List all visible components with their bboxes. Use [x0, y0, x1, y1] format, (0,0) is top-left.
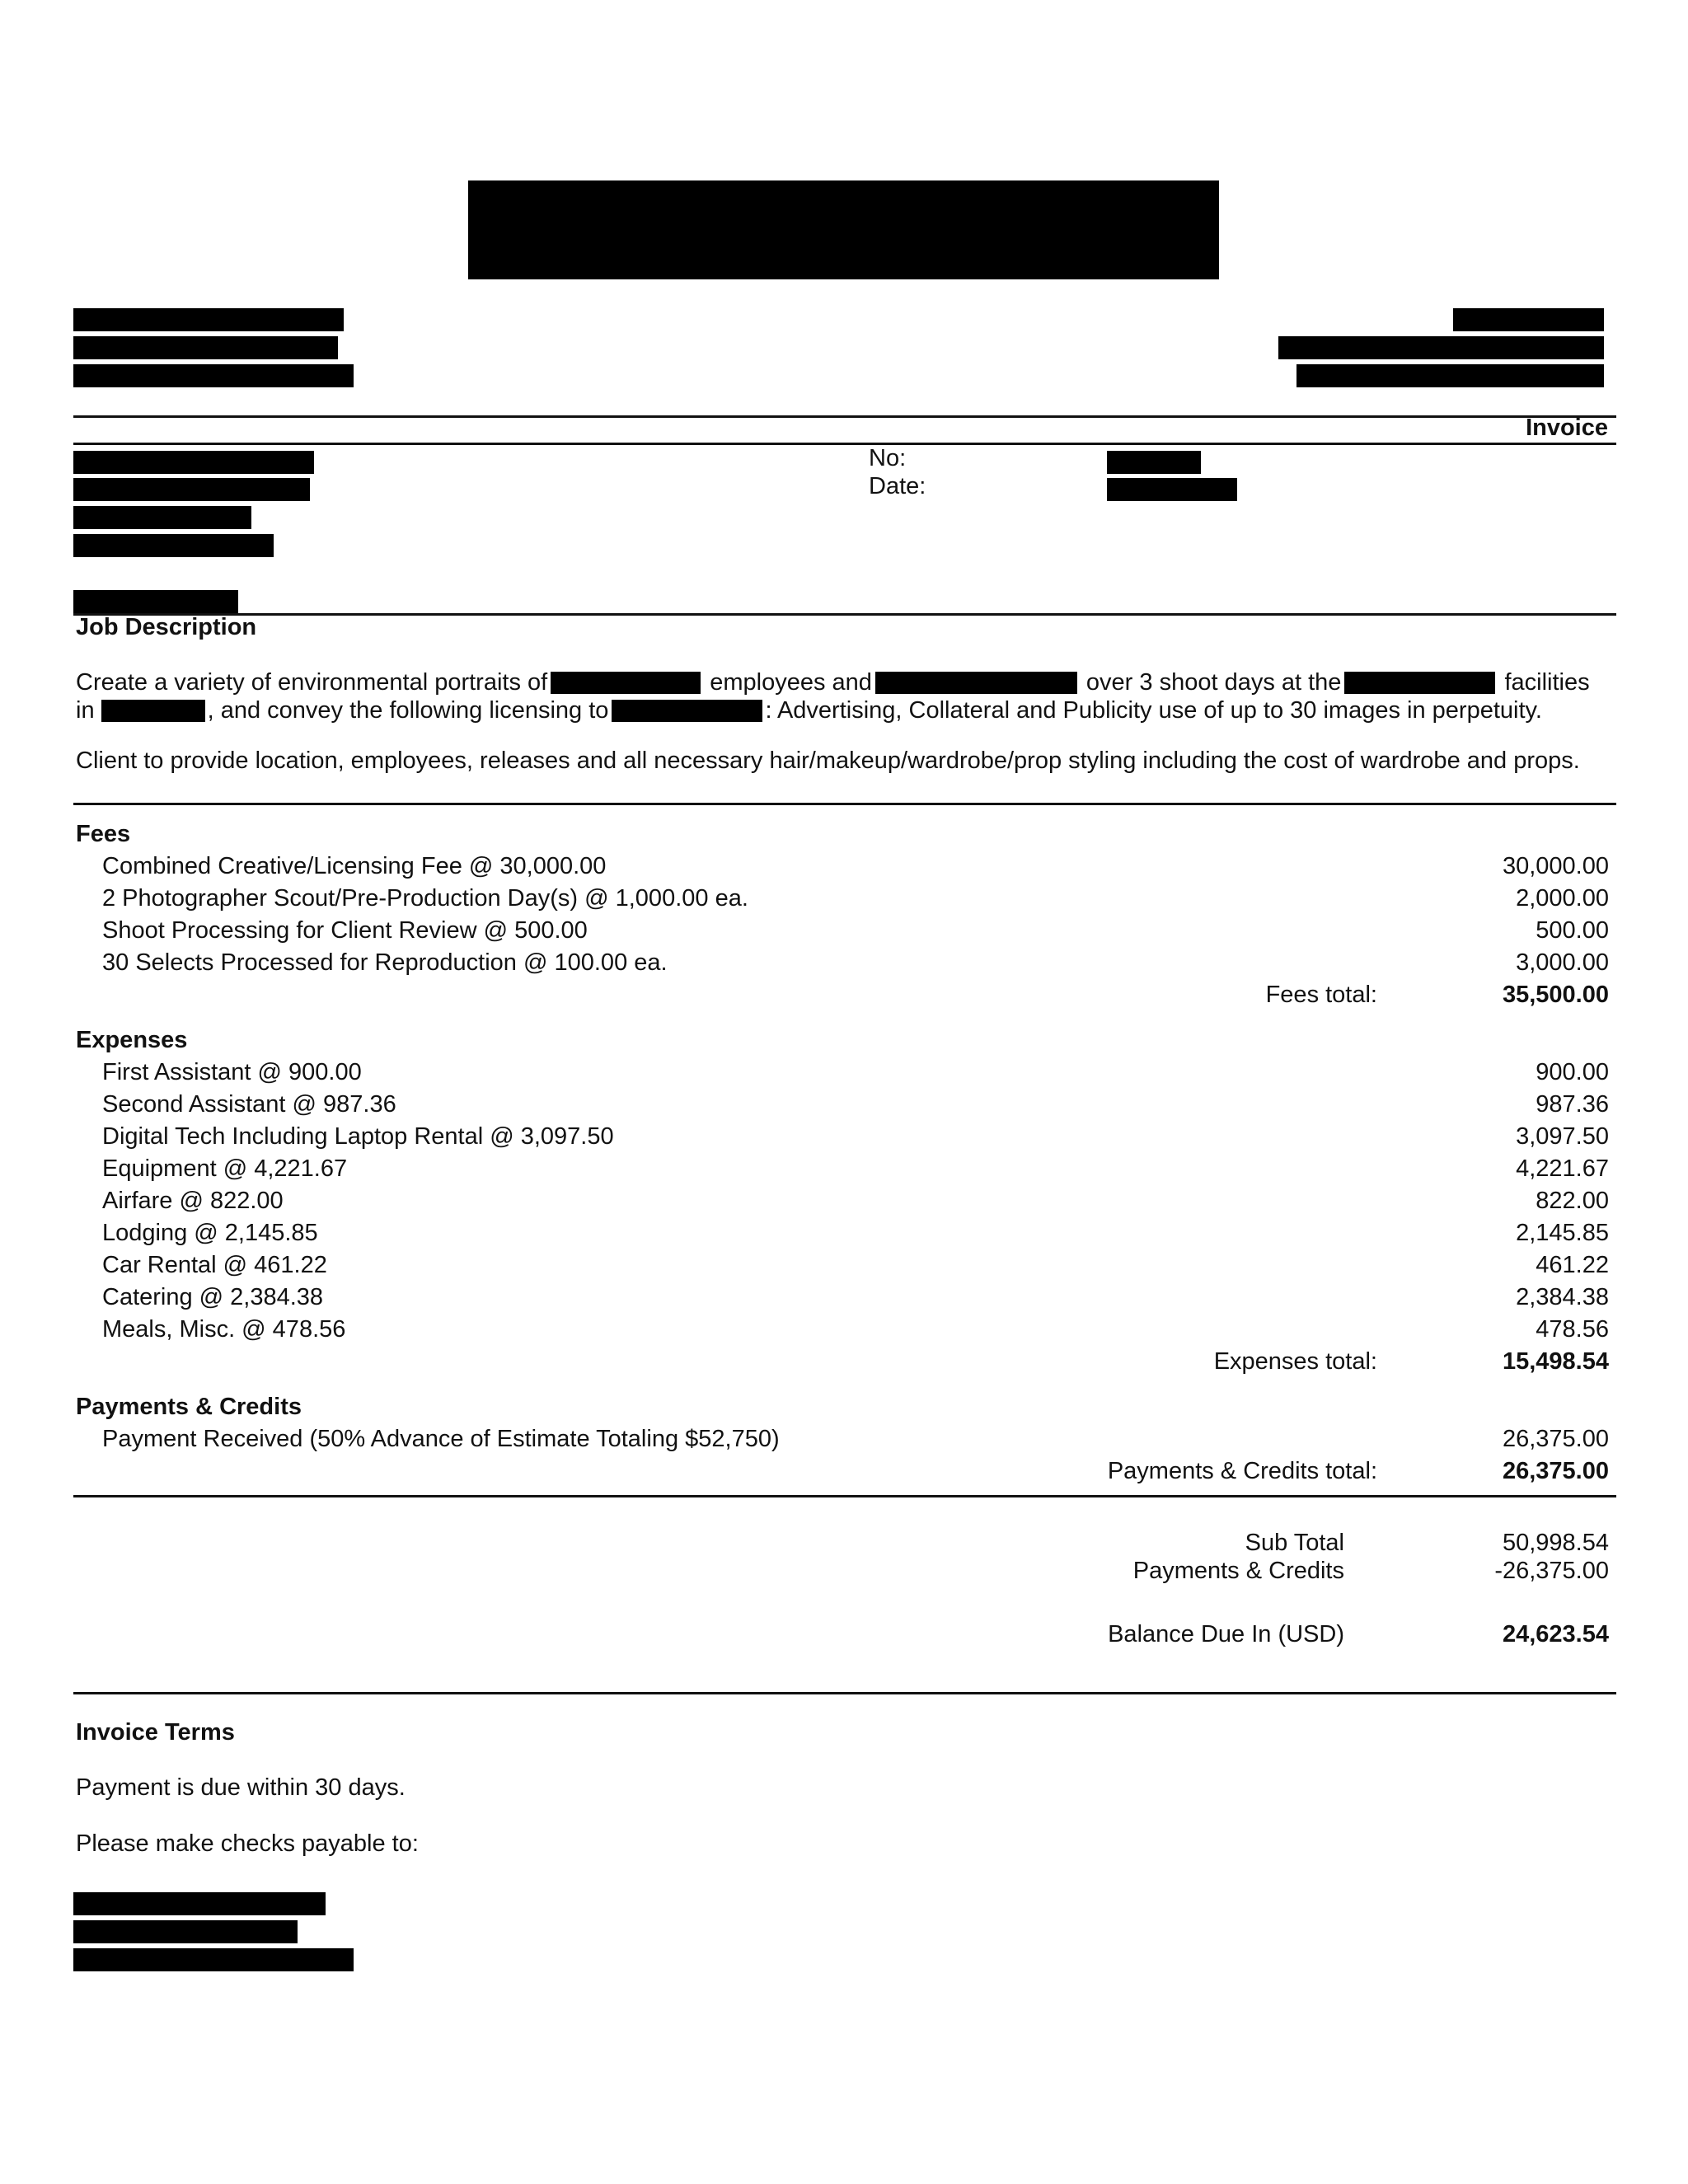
redacted-sender-address-line: [73, 364, 354, 387]
job-client-provides: Client to provide location, employees, releases and all necessary hair/makeup/wardrobe/prop styling including the cost of wardrobe and props.: [76, 748, 1580, 774]
redacted-contact-line: [1453, 308, 1604, 331]
expense-item-desc: Catering @ 2,384.38: [102, 1284, 324, 1310]
redacted-location: [101, 700, 205, 722]
redacted-payee-line: [73, 1948, 354, 1971]
fee-item-amount: 500.00: [1536, 917, 1609, 944]
job-description-paragraph: [76, 668, 1617, 724]
fees-heading: Fees: [76, 821, 131, 847]
redacted-payee-line: [73, 1892, 326, 1915]
job-text: Create a variety of environmental portraits of: [76, 669, 548, 696]
redacted-contact-line: [1296, 364, 1604, 387]
redacted-sender-address-line: [73, 336, 338, 359]
expense-item-amount: 461.22: [1536, 1252, 1609, 1278]
redacted-licensee: [612, 700, 762, 722]
job-text: , and convey the following licensing to: [207, 697, 609, 724]
fees-total-label: Fees total:: [1265, 982, 1377, 1008]
redacted-invoice-date: [1107, 478, 1237, 501]
redacted-client-name: [551, 672, 701, 694]
expense-item-desc: Equipment @ 4,221.67: [102, 1155, 348, 1182]
redacted-subject: [875, 672, 1077, 694]
expense-item-amount: 900.00: [1536, 1059, 1609, 1085]
invoice-date-label: Date:: [869, 473, 926, 499]
payment-item-desc: Payment Received (50% Advance of Estimate Totaling $52,750): [102, 1426, 780, 1452]
fee-item-desc: 2 Photographer Scout/Pre-Production Day(s) @ 1,000.00 ea.: [102, 885, 748, 912]
subtotal-label: Sub Total: [1245, 1530, 1344, 1556]
redacted-facility: [1344, 672, 1495, 694]
subtotal-value: 50,998.54: [1502, 1530, 1609, 1556]
invoice-no-label: No:: [869, 445, 907, 471]
expense-item-amount: 3,097.50: [1516, 1123, 1609, 1150]
job-text: employees and: [710, 669, 872, 696]
fee-item-amount: 30,000.00: [1502, 853, 1609, 879]
job-text: : Advertising, Collateral and Publicity use of up to 30 images in perpetuity.: [765, 697, 1542, 724]
expenses-total-label: Expenses total:: [1213, 1348, 1377, 1375]
invoice-terms-line: Please make checks payable to:: [76, 1830, 419, 1857]
job-text: over 3 shoot days at the: [1085, 669, 1342, 696]
expense-item-amount: 2,384.38: [1516, 1284, 1609, 1310]
redacted-bill-to-line: [73, 451, 314, 474]
expenses-total: 15,498.54: [1502, 1348, 1609, 1375]
redacted-sender-address-line: [73, 308, 344, 331]
fees-total: 35,500.00: [1502, 982, 1609, 1008]
fee-item-amount: 3,000.00: [1516, 949, 1609, 976]
header-rule-top: [73, 415, 1616, 418]
terms-rule: [73, 1692, 1616, 1694]
balance-due-label: Balance Due In (USD): [1108, 1621, 1344, 1647]
balance-due-value: 24,623.54: [1502, 1621, 1609, 1647]
expenses-heading: Expenses: [76, 1027, 188, 1053]
expense-item-amount: 2,145.85: [1516, 1220, 1609, 1246]
payments-heading: Payments & Credits: [76, 1394, 302, 1420]
job-text: facilities: [1504, 669, 1590, 696]
expense-item-desc: Car Rental @ 461.22: [102, 1252, 327, 1278]
expense-item-desc: Digital Tech Including Laptop Rental @ 3,097.50: [102, 1123, 614, 1150]
redacted-bill-to-line: [73, 590, 238, 613]
redacted-contact-line: [1278, 336, 1604, 359]
credits-label: Payments & Credits: [1132, 1558, 1344, 1584]
expense-item-amount: 478.56: [1536, 1316, 1609, 1343]
payment-item-amount: 26,375.00: [1502, 1426, 1609, 1452]
credits-value: -26,375.00: [1494, 1558, 1609, 1584]
expense-item-desc: Lodging @ 2,145.85: [102, 1220, 318, 1246]
fees-rule: [73, 803, 1616, 805]
redacted-bill-to-line: [73, 506, 251, 529]
summary-rule: [73, 1495, 1616, 1497]
payments-total-label: Payments & Credits total:: [1107, 1458, 1377, 1484]
expense-item-desc: Airfare @ 822.00: [102, 1188, 284, 1214]
invoice-terms-heading: Invoice Terms: [76, 1719, 235, 1746]
expense-item-amount: 4,221.67: [1516, 1155, 1609, 1182]
payments-total: 26,375.00: [1502, 1458, 1609, 1484]
job-description-heading: Job Description: [76, 614, 257, 640]
job-text: in: [76, 697, 95, 724]
fee-item-desc: 30 Selects Processed for Reproduction @ 100.00 ea.: [102, 949, 668, 976]
fee-item-desc: Combined Creative/Licensing Fee @ 30,000.00: [102, 853, 607, 879]
invoice-terms-line: Payment is due within 30 days.: [76, 1774, 406, 1801]
expense-item-amount: 822.00: [1536, 1188, 1609, 1214]
header-rule-bottom: [73, 443, 1616, 445]
job-rule: [73, 613, 1616, 616]
expense-item-desc: Meals, Misc. @ 478.56: [102, 1316, 346, 1343]
fee-item-amount: 2,000.00: [1516, 885, 1609, 912]
redacted-logo: [468, 180, 1219, 279]
redacted-payee-line: [73, 1920, 298, 1943]
expense-item-desc: Second Assistant @ 987.36: [102, 1091, 396, 1118]
redacted-bill-to-line: [73, 478, 310, 501]
invoice-title: Invoice: [1526, 415, 1608, 441]
redacted-bill-to-line: [73, 534, 274, 557]
expense-item-desc: First Assistant @ 900.00: [102, 1059, 362, 1085]
fee-item-desc: Shoot Processing for Client Review @ 500.00: [102, 917, 588, 944]
expense-item-amount: 987.36: [1536, 1091, 1609, 1118]
redacted-invoice-no: [1107, 451, 1201, 474]
